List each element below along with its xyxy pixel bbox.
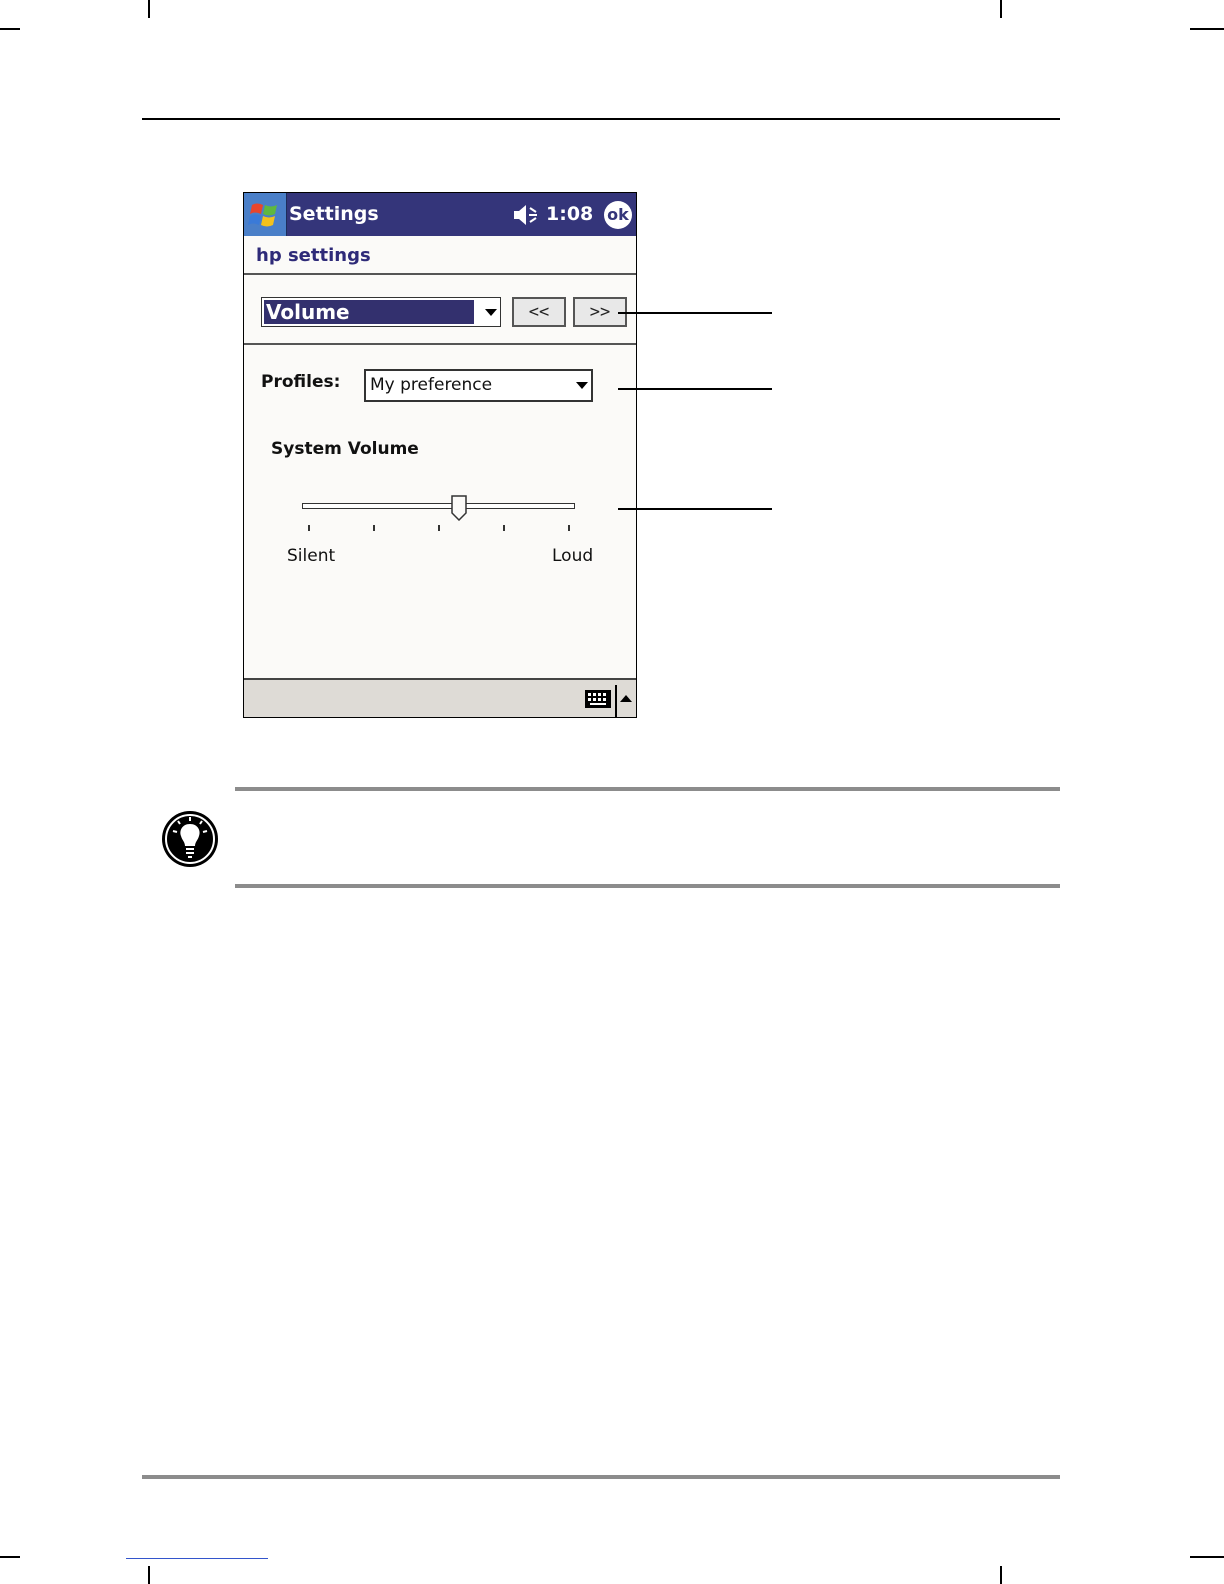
crop-mark-bottom-v [148,1566,150,1584]
profiles-label: Profiles: [261,372,341,392]
crop-mark-top-right-h [1190,28,1224,30]
volume-tick [308,525,310,531]
page-dropdown[interactable] [261,297,501,327]
chevron-down-icon [576,382,588,389]
clock[interactable]: 1:08 [546,203,594,225]
tip-bottom-rule [235,884,1060,888]
footer-rule [142,1475,1060,1479]
page-dropdown-value: Volume [264,300,474,324]
volume-slider-thumb[interactable] [451,495,467,521]
bottom-bar [244,678,637,718]
callout-line-profiles [618,388,772,390]
volume-tick [373,525,375,531]
crop-mark-bottom-center [1000,1566,1002,1584]
footer-link-underline [126,1558,268,1559]
start-button[interactable] [244,193,287,236]
silent-label: Silent [287,546,336,566]
windows-flag-icon [244,193,286,236]
crop-mark-bottom-right-h [1190,1556,1224,1558]
device-screen [243,192,637,718]
volume-tick [568,525,570,531]
system-volume-label: System Volume [271,439,419,459]
window-title: Settings [289,203,379,225]
crop-mark-top-center [1000,0,1002,18]
volume-tick [438,525,440,531]
callout-line-volume [618,508,772,510]
ok-button[interactable]: ok [604,201,632,229]
tip-top-rule [235,787,1060,791]
selector-separator [244,343,637,345]
loud-label: Loud [552,546,594,566]
volume-slider-track[interactable] [302,503,575,509]
crop-mark-bottom-left-h [0,1556,20,1558]
profiles-dropdown-value: My preference [370,375,493,395]
keyboard-icon[interactable] [584,689,612,709]
profiles-dropdown[interactable] [364,369,593,402]
previous-page-button[interactable]: << [512,297,566,327]
app-header: hp settings [256,245,371,266]
chevron-up-icon[interactable] [620,695,632,702]
speaker-muted-icon[interactable] [512,203,542,227]
title-bar [244,193,636,236]
sip-divider [615,685,617,717]
header-rule [142,118,1060,120]
lightbulb-tip-icon [160,810,220,868]
chevron-down-icon [485,309,497,316]
callout-line-navigation [618,312,772,314]
volume-tick [503,525,505,531]
header-separator [244,273,637,275]
crop-mark-top-v [148,0,150,18]
crop-mark-top-left-h [0,28,20,30]
next-page-button[interactable]: >> [573,297,627,327]
